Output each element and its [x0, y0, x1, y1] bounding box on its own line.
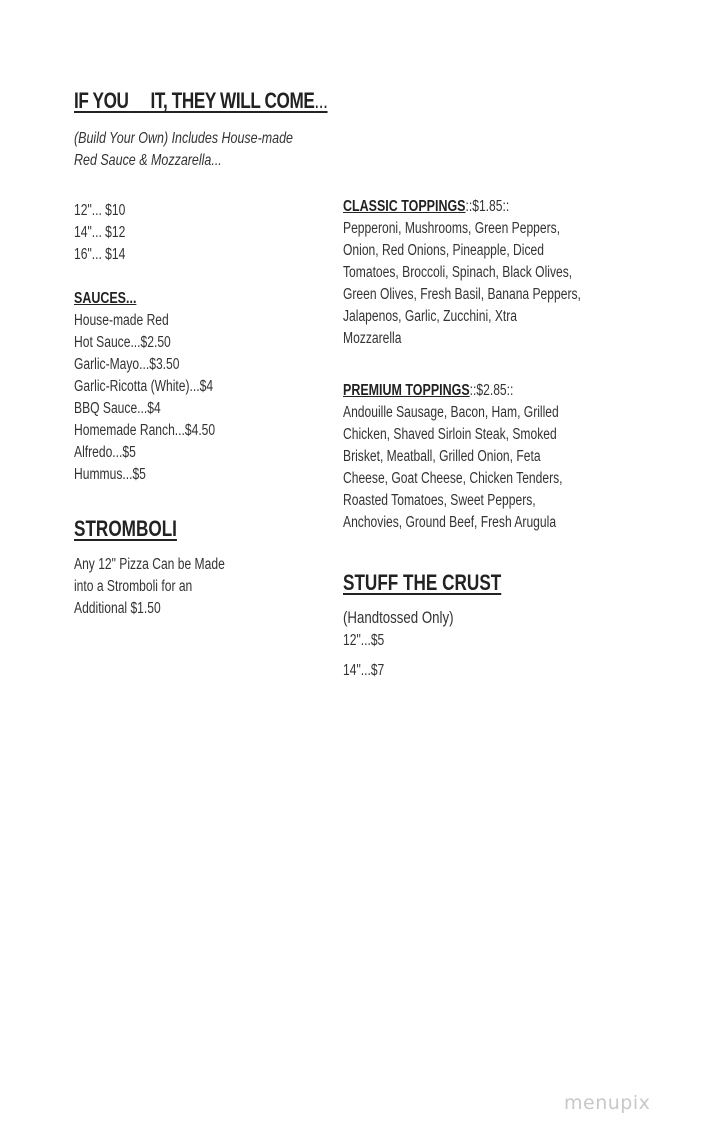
stuff-crust-note: (Handtossed Only) — [343, 608, 454, 627]
size-price: 12"... $10 — [74, 202, 126, 219]
stuff-crust-price: 14"...$7 — [343, 662, 385, 679]
subtitle-line: Red Sauce & Mozzarella... — [74, 152, 222, 169]
stromboli-line: into a Stromboli for an — [74, 578, 193, 595]
classic-toppings-line: Mozzarella — [343, 330, 402, 347]
sauce-item: Hummus...$5 — [74, 466, 146, 483]
title-part1: IF YOU — [74, 88, 129, 113]
sauce-item: Alfredo...$5 — [74, 444, 136, 461]
menupix-watermark-logo: menupix — [564, 1092, 651, 1114]
stromboli-line: Additional $1.50 — [74, 600, 161, 617]
premium-toppings-line: Brisket, Meatball, Grilled Onion, Feta — [343, 448, 541, 465]
premium-toppings-line: Cheese, Goat Cheese, Chicken Tenders, — [343, 470, 563, 487]
menu-title-text — [74, 86, 328, 116]
classic-toppings-line: Jalapenos, Garlic, Zucchini, Xtra — [343, 308, 518, 325]
classic-toppings-price: ::$1.85:: — [465, 198, 510, 215]
size-prices — [74, 200, 269, 266]
sauce-item: House-made Red — [74, 312, 169, 329]
classic-toppings-header: CLASSIC TOPPINGS — [343, 198, 466, 215]
sauce-item: BBQ Sauce...$4 — [74, 400, 161, 417]
sauce-item: Hot Sauce...$2.50 — [74, 334, 171, 351]
title-part2: IT, THEY WILL COME — [150, 88, 315, 113]
sauces-header: SAUCES... — [74, 290, 137, 307]
title-blank — [129, 88, 151, 113]
stromboli-line: Any 12" Pizza Can be Made — [74, 556, 225, 573]
classic-toppings-line: Onion, Red Onions, Pineapple, Diced — [343, 242, 544, 259]
stuff-crust-header: STUFF THE CRUST — [343, 570, 502, 595]
premium-toppings-header: PREMIUM TOPPINGS — [343, 382, 470, 399]
size-price: 16"... $14 — [74, 246, 126, 263]
classic-toppings-line: Tomatoes, Broccoli, Spinach, Black Olives, — [343, 264, 573, 281]
build-your-own-note — [74, 128, 293, 172]
sauces-section — [74, 288, 269, 486]
sauce-item: Garlic-Mayo...$3.50 — [74, 356, 180, 373]
premium-toppings-line: Andouille Sausage, Bacon, Ham, Grilled — [343, 404, 559, 421]
premium-toppings-heading — [343, 380, 538, 402]
size-price: 14"... $12 — [74, 224, 126, 241]
classic-toppings-heading — [343, 196, 538, 218]
stuff-crust-section — [343, 568, 538, 682]
menu-title — [74, 86, 328, 116]
sauce-item: Homemade Ranch...$4.50 — [74, 422, 216, 439]
premium-toppings-section — [343, 380, 563, 534]
stromboli-section — [74, 514, 269, 620]
classic-toppings-line: Green Olives, Fresh Basil, Banana Peppers, — [343, 286, 581, 303]
classic-toppings-line: Pepperoni, Mushrooms, Green Peppers, — [343, 220, 561, 237]
premium-toppings-price: ::$2.85:: — [469, 382, 514, 399]
subtitle-line: (Build Your Own) Includes House-made — [74, 130, 293, 147]
left-column — [74, 86, 328, 620]
title-ellipsis: ... — [314, 88, 328, 113]
premium-toppings-line: Chicken, Shaved Sirloin Steak, Smoked — [343, 426, 557, 443]
classic-toppings-section — [343, 196, 581, 350]
sauce-item: Garlic-Ricotta (White)...$4 — [74, 378, 214, 395]
premium-toppings-line: Roasted Tomatoes, Sweet Peppers, — [343, 492, 536, 509]
right-column — [343, 196, 593, 682]
stuff-crust-price: 12"...$5 — [343, 632, 385, 649]
stromboli-header: STROMBOLI — [74, 516, 177, 541]
premium-toppings-line: Anchovies, Ground Beef, Fresh Arugula — [343, 514, 557, 531]
